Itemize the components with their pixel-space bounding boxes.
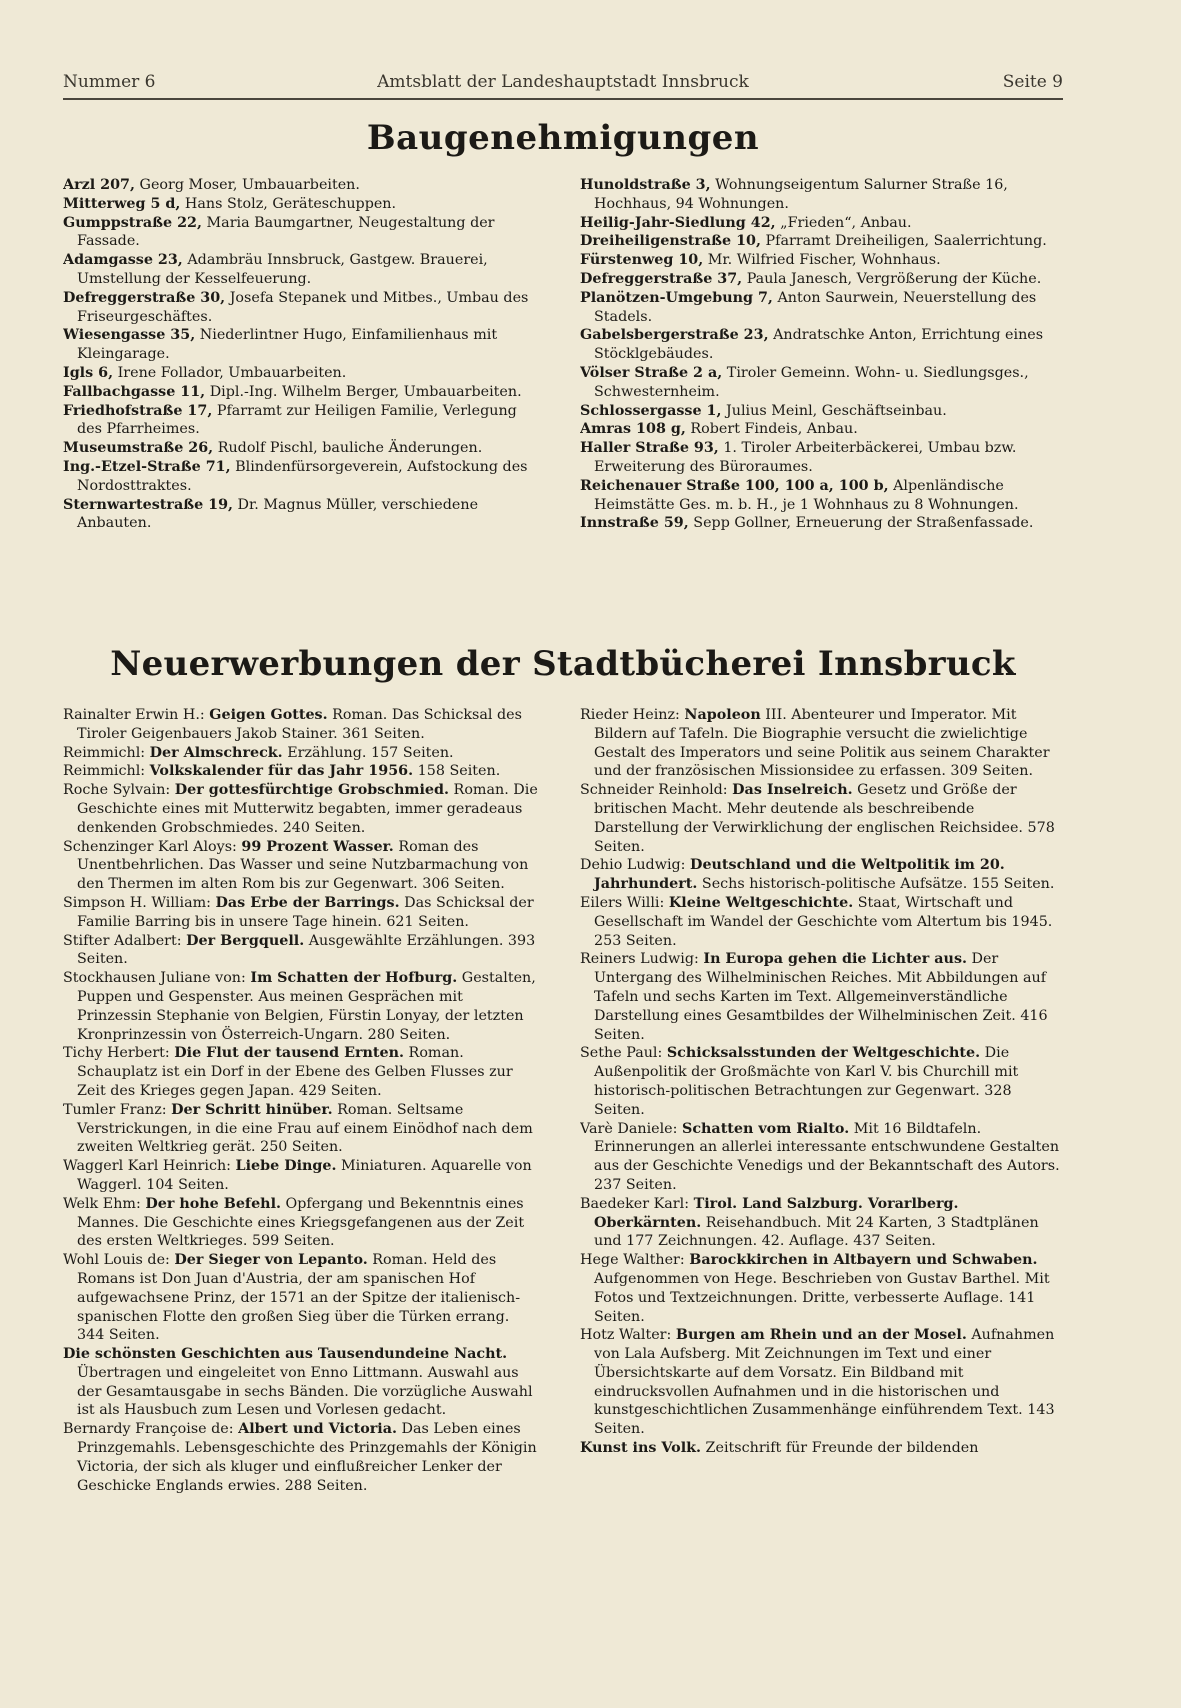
book-entry — [63, 1251, 541, 1345]
permit-entry — [580, 214, 1062, 233]
book-description: Zeitschrift für Freunde der bildenden — [701, 1440, 979, 1457]
permit-details: Josefa Stepanek und Mitbes., Umbau des Friseurgeschäftes. — [77, 289, 529, 325]
permit-entry — [63, 402, 541, 440]
permit-entry — [580, 364, 1062, 402]
book-entry — [580, 706, 1062, 781]
book-description: Die Außenpolitik der Großmächte von Karl V. bis Churchill mit historisch-politischen Betrachtungen zur Gegenwart. 328 Seiten. — [594, 1045, 1019, 1118]
book-description: Staat, Wirtschaft und Gesellschaft im Wandel der Geschichte vom Altertum bis 1945. 253 Seiten. — [594, 894, 1053, 949]
permit-address: Gumppstraße 22, — [63, 214, 202, 231]
book-author: Schenzinger Karl Aloys: — [63, 838, 242, 855]
book-author: Varè Daniele: — [580, 1120, 682, 1137]
permit-details: Wohnungseigentum Salurner Straße 16, Hochhaus, 94 Wohnungen. — [594, 177, 1008, 212]
permit-address: Defreggerstraße 30, — [63, 289, 226, 306]
permit-entry — [63, 176, 541, 195]
permit-address: Haller Straße 93, — [580, 440, 719, 457]
book-description: Roman. Die Geschichte eines mit Mutterwitz begabten, immer geradeaus denkenden Grobschmiedes. 240 Seiten. — [77, 782, 538, 836]
book-description: Miniaturen. Aquarelle von Waggerl. 104 Seiten. — [77, 1158, 532, 1193]
book-entry — [63, 1101, 541, 1157]
book-description: Sechs historisch-politische Aufsätze. 155 Seiten. — [697, 876, 1055, 893]
permit-details: Julius Meinl, Geschäftseinbau. — [721, 402, 947, 419]
book-title: Schatten vom Rialto. — [682, 1120, 850, 1137]
permit-details: Pfarramt zur Heiligen Familie, Verlegung des Pfarrheimes. — [77, 402, 517, 438]
permit-details: Anton Saurwein, Neuerstellung des Stadels. — [594, 289, 1037, 325]
book-entry — [63, 1044, 541, 1100]
book-title: Die schönsten Geschichten aus Tausendundeine Nacht. — [63, 1346, 508, 1363]
permit-details: Hans Stolz, Geräteschuppen. — [180, 195, 397, 212]
permit-entry — [63, 364, 541, 383]
book-description: Übertragen und eingeleitet von Enno Littmann. Auswahl aus der Gesamtausgabe in sechs Bänden. Die vorzügliche Auswahl ist als Hausbuch zum Lesen und Vorlesen gedacht. — [77, 1364, 533, 1419]
book-description: Reisehandbuch. Mit 24 Karten, 3 Stadtplänen und 177 Zeichnungen. 42. Auflage. 437 Seiten. — [594, 1214, 1039, 1250]
permit-address: Ing.-Etzel-Straße 71, — [63, 458, 231, 475]
book-entry — [63, 744, 541, 763]
book-author: Hotz Walter: — [580, 1327, 676, 1344]
permit-details: Mr. Wilfried Fischer, Wohnhaus. — [703, 252, 941, 269]
permit-entry — [63, 251, 541, 289]
book-description: Das Schicksal der Familie Barring bis in unsere Tage hinein. 621 Seiten. — [77, 894, 534, 930]
permit-address: Reichenauer Straße 100, 100 a, 100 b, — [580, 477, 889, 494]
permit-address: Wiesengasse 35, — [63, 327, 196, 344]
book-description: Roman des Unentbehrlichen. Das Wasser und seine Nutzbarmachung von den Thermen im alten Rom bis zur Gegenwart. 306 Seiten. — [77, 838, 529, 893]
permit-entry — [63, 195, 541, 214]
book-entry — [63, 781, 541, 837]
book-author: Roche Sylvain: — [63, 782, 175, 799]
book-description: Das Leben eines Prinzgemahls. Lebensgeschichte des Prinzgemahls der Königin Victoria, der sich als kluger und einflußreicher Lenker der Geschicke Englands erwies. 288 Seiten. — [77, 1421, 537, 1494]
permit-address: Fürstenweg 10, — [580, 252, 704, 269]
book-title: In Europa gehen die Lichter aus. — [703, 951, 967, 968]
book-author: Reimmichl: — [63, 763, 150, 780]
book-author: Rainalter Erwin H.: — [63, 707, 210, 723]
book-description: Gestalten, Puppen und Gespenster. Aus meinen Gesprächen mit Prinzessin Stephanie von Belgien, Fürstin Lonyay, der letzten Kronprinzessin von Österreich-Ungarn. 280 Seiten. — [77, 970, 536, 1043]
permit-address: Innstraße 59, — [580, 515, 689, 532]
book-title: Der Almschreck. — [149, 744, 283, 761]
book-entry — [63, 762, 541, 781]
permit-entry — [580, 477, 1062, 515]
issue-number: Nummer 6 — [63, 72, 156, 92]
book-title: Im Schatten der Hofburg. — [250, 970, 458, 987]
permit-address: Hunoldstraße 3, — [580, 177, 711, 193]
book-author: Simpson H. William: — [63, 894, 216, 911]
permit-entry — [580, 232, 1062, 251]
book-title: Der hohe Befehl. — [145, 1195, 281, 1212]
book-entry — [63, 1157, 541, 1195]
permit-entry — [63, 496, 541, 534]
book-author: Tumler Franz: — [63, 1101, 172, 1118]
permit-entry — [580, 402, 1062, 421]
permit-entry — [63, 458, 541, 496]
permit-address: Gabelsbergerstraße 23, — [580, 327, 769, 344]
book-author: Sethe Paul: — [580, 1045, 667, 1062]
permit-details: 1. Tiroler Arbeiterbäckerei, Umbau bzw. Erweiterung des Büroraumes. — [594, 440, 1017, 475]
permit-details: Tiroler Gemeinn. Wohn- u. Siedlungsges., Schwesternheim. — [594, 364, 1029, 400]
book-description: Der Untergang des Wilhelminischen Reiches. Mit Abbildungen auf Tafeln und sechs Karten im Text. Allgemeinverständliche Darstellung eines Gesamtbildes der Wilhelminischen Zeit. 416 Seiten. — [594, 951, 1048, 1043]
book-author: Stockhausen Juliane von: — [63, 970, 251, 987]
book-title: Das Inselreich. — [732, 782, 853, 799]
book-title: Schicksalsstunden der Weltgeschichte. — [666, 1045, 981, 1062]
book-description: Mit 16 Bildtafeln. Erinnerungen an allerlei interessante entschwundene Gestalten aus der Geschichte Venedigs und der Bekanntschaft des Autors. 237 Seiten. — [594, 1120, 1060, 1193]
permit-details: Irene Follador, Umbauarbeiten. — [113, 364, 347, 381]
book-entry — [580, 894, 1062, 950]
permit-entry — [63, 326, 541, 364]
book-title: Geigen Gottes. — [209, 707, 328, 723]
permit-address: Planötzen-Umgebung 7, — [580, 289, 773, 306]
book-author: Wohl Louis de: — [63, 1252, 175, 1269]
permit-details: Adambräu Innsbruck, Gastgew. Brauerei, Umstellung der Kesselfeuerung. — [77, 252, 488, 287]
permit-address: Heilig-Jahr-Siedlung 42, — [580, 214, 776, 231]
book-entry — [580, 1195, 1062, 1251]
permit-address: Dreiheiligenstraße 10, — [580, 233, 761, 250]
book-entry — [63, 1195, 541, 1251]
book-description: Opfergang und Bekenntnis eines Mannes. Die Geschichte eines Kriegsgefangenen aus der Zeit des ersten Weltkrieges. 599 Seiten. — [77, 1195, 525, 1250]
book-description: Aufnahmen von Lala Aufsberg. Mit Zeichnungen im Text und einer Übersichtskarte auf dem Vorsatz. Ein Bildband mit eindrucksvollen Aufnahmen und in die historischen und kunstgeschichtlichen Zusammenhänge einführendem Text. 143 Seiten. — [594, 1327, 1055, 1438]
permit-address: Defreggerstraße 37, — [580, 270, 743, 287]
book-title: Kunst ins Volk. — [580, 1440, 702, 1457]
book-title: Burgen am Rhein und an der Mosel. — [675, 1327, 967, 1344]
permit-address: Amras 108 g, — [580, 421, 686, 438]
permit-details: Georg Moser, Umbauarbeiten. — [134, 177, 360, 193]
book-entry — [580, 1044, 1062, 1119]
book-author: Hege Walther: — [580, 1252, 690, 1269]
permit-address: Sternwartestraße 19, — [63, 496, 234, 513]
book-title: Liebe Dinge. — [235, 1158, 337, 1175]
book-author: Tichy Herbert: — [63, 1045, 175, 1062]
permit-entry — [63, 383, 541, 402]
book-author: Baedeker Karl: — [580, 1195, 694, 1212]
permit-details: Pfarramt Dreiheiligen, Saalerrichtung. — [761, 233, 1047, 250]
permit-details: Andratschke Anton, Errichtung eines Stöcklgebäudes. — [594, 327, 1044, 363]
permit-details: Maria Baumgartner, Neugestaltung der Fassade. — [77, 214, 495, 250]
book-description: Ausgewählte Erzählungen. 393 Seiten. — [77, 932, 536, 968]
book-entry — [63, 838, 541, 894]
permit-details: Paula Janesch, Vergrößerung der Küche. — [742, 270, 1042, 287]
book-title: Der gottesfürchtige Grobschmied. — [174, 782, 450, 799]
book-entry — [580, 1439, 1062, 1458]
permits-column-left — [63, 176, 541, 606]
book-entry — [63, 932, 541, 970]
book-entry — [580, 950, 1062, 1044]
book-title: Albert und Victoria. — [238, 1421, 397, 1438]
book-entry — [63, 1345, 541, 1420]
permit-entry — [580, 289, 1062, 327]
permit-entry — [580, 514, 1062, 533]
book-author: Reimmichl: — [63, 744, 150, 761]
book-author: Reiners Ludwig: — [580, 951, 704, 968]
book-author: Eilers Willi: — [580, 894, 669, 911]
permit-entry — [63, 214, 541, 252]
publication-title: Amtsblatt der Landeshauptstadt Innsbruck — [377, 72, 749, 92]
book-author: Stifter Adalbert: — [63, 932, 187, 949]
section-title-building-permits: Baugenehmigungen — [366, 118, 760, 158]
book-description: Roman. Das Schicksal des Tiroler Geigenbauers Jakob Stainer. 361 Seiten. — [77, 707, 522, 742]
permit-address: Adamgasse 23, — [63, 252, 183, 269]
book-title: Deutschland und die Weltpolitik im 20. Jahrhundert. — [594, 857, 1005, 893]
permit-details: Niederlintner Hugo, Einfamilienhaus mit Kleingarage. — [77, 327, 498, 363]
book-entry — [580, 856, 1062, 894]
book-title: Der Bergquell. — [186, 932, 305, 949]
book-author: Welk Ehm: — [63, 1195, 146, 1212]
permit-address: Mitterweg 5 d, — [63, 195, 181, 212]
book-title: Der Sieger von Lepanto. — [174, 1252, 368, 1269]
book-description: Aufgenommen von Hege. Beschrieben von Gustav Barthel. Mit Fotos und Textzeichnungen. Dritte, verbesserte Auflage. 141 Seiten. — [594, 1270, 1050, 1325]
book-description: Roman. Held des Romans ist Don Juan d'Austria, der am spanischen Hof aufgewachsene Prinz, der 1571 an der Spitze der italienisch-spanischen Flotte den großen Sieg über die Türken errang. 344 Seiten. — [77, 1252, 521, 1344]
book-entry — [580, 1326, 1062, 1439]
books-column-left — [63, 706, 541, 1696]
permit-address: Friedhofstraße 17, — [63, 402, 213, 419]
book-title: Tirol. Land Salzburg. Vorarlberg. Oberkärnten. — [594, 1195, 959, 1231]
book-title: Barockkirchen in Altbayern und Schwaben. — [689, 1252, 1038, 1269]
book-entry — [63, 706, 541, 744]
permit-address: Museumstraße 26, — [63, 440, 214, 457]
page-number: Seite 9 — [1002, 72, 1063, 92]
permit-entry — [580, 439, 1062, 477]
book-author: Bernardy Françoise de: — [63, 1421, 239, 1438]
book-entry — [63, 969, 541, 1044]
section-title-library-acquisitions: Neuerwerbungen der Stadtbücherei Innsbruck — [110, 644, 1016, 684]
book-entry — [580, 781, 1062, 856]
book-author: Schneider Reinhold: — [580, 782, 733, 799]
permit-details: „Frieden“, Anbau. — [775, 214, 912, 231]
book-author: Waggerl Karl Heinrich: — [63, 1158, 236, 1175]
permit-details: Rudolf Pischl, bauliche Änderungen. — [213, 440, 483, 457]
permit-entry — [580, 420, 1062, 439]
book-title: 99 Prozent Wasser. — [241, 838, 394, 855]
permit-entry — [580, 176, 1062, 214]
permit-address: Fallbachgasse 11, — [63, 383, 206, 400]
book-description: III. Abenteurer und Imperator. Mit Bildern auf Tafeln. Die Biographie versucht die zwielichtige Gestalt des Imperators und seine Politik aus seinem Charakter und der französischen Missionsidee zu erfassen. 309 Seiten. — [594, 707, 1050, 780]
permit-address: Igls 6, — [63, 364, 114, 381]
book-author: Dehio Ludwig: — [580, 857, 691, 874]
book-entry — [580, 1120, 1062, 1195]
permit-entry — [580, 326, 1062, 364]
book-title: Volkskalender für das Jahr 1956. — [149, 763, 414, 780]
permit-address: Arzl 207, — [63, 177, 135, 193]
book-title: Kleine Weltgeschichte. — [668, 894, 854, 911]
permit-details: Dipl.-Ing. Wilhelm Berger, Umbauarbeiten. — [205, 383, 522, 400]
permits-column-right — [580, 176, 1062, 606]
permit-address: Völser Straße 2 a, — [580, 364, 723, 381]
book-description: Roman. Schauplatz ist ein Dorf in der Ebene des Gelben Flusses zur Zeit des Krieges gegen Japan. 429 Seiten. — [77, 1045, 513, 1099]
book-title: Die Flut der tausend Ernten. — [174, 1045, 405, 1062]
permit-details: Blindenfürsorgeverein, Aufstockung des Nordosttraktes. — [77, 458, 528, 494]
permit-entry — [63, 439, 541, 458]
book-entry — [63, 1420, 541, 1495]
book-description: Roman. Seltsame Verstrickungen, in die eine Frau auf einem Einödhof nach dem zweiten Weltkrieg gerät. 250 Seiten. — [77, 1101, 533, 1156]
header-divider — [63, 98, 1063, 100]
books-column-right — [580, 706, 1062, 1696]
permit-entry — [580, 251, 1062, 270]
permit-details: Dr. Magnus Müller, verschiedene Anbauten. — [77, 496, 479, 532]
permit-details: Sepp Gollner, Erneuerung der Straßenfassade. — [688, 515, 1034, 532]
permit-details: Alpenländische Heimstätte Ges. m. b. H., je 1 Wohnhaus zu 8 Wohnungen. — [594, 477, 1019, 513]
permit-details: Robert Findeis, Anbau. — [685, 421, 858, 438]
book-description: Gesetz und Größe der britischen Macht. Mehr deutende als beschreibende Darstellung der Verwirklichung der englischen Reichsidee. 578 Seiten. — [594, 782, 1055, 855]
permit-entry — [63, 289, 541, 327]
book-description: Erzählung. 157 Seiten. — [282, 744, 454, 761]
permit-address: Schlossergasse 1, — [580, 402, 722, 419]
book-entry — [580, 1251, 1062, 1326]
book-description: 158 Seiten. — [413, 763, 501, 780]
book-entry — [63, 894, 541, 932]
book-title: Das Erbe der Barrings. — [215, 894, 400, 911]
book-title: Napoleon — [684, 707, 761, 723]
book-title: Der Schritt hinüber. — [171, 1101, 333, 1118]
book-author: Rieder Heinz: — [580, 707, 685, 723]
permit-entry — [580, 270, 1062, 289]
